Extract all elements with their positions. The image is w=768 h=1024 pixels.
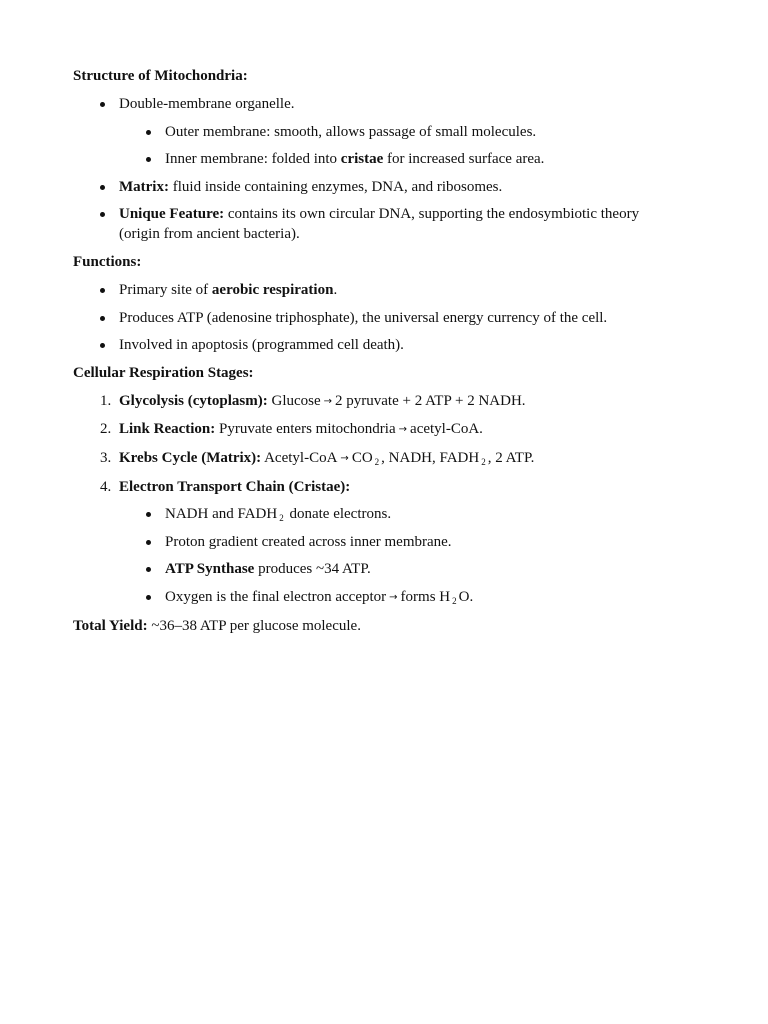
bold-label-electron-transport-chain: Electron Transport Chain (Cristae):	[119, 478, 351, 495]
functions-list	[73, 280, 673, 355]
bold-label-glycolysis: Glycolysis (cytoplasm):	[119, 392, 268, 409]
list-item-text: , 2 ATP.	[487, 449, 535, 466]
list-item-proton-gradient	[73, 532, 673, 552]
list-item-text: Double-membrane organelle.	[119, 96, 295, 112]
list-item-nadh-fadh2	[73, 504, 673, 524]
list-item-text: Pyruvate enters mitochondria	[215, 421, 396, 438]
list-item-oxygen-acceptor	[73, 587, 673, 608]
right-arrow-icon: →	[323, 395, 333, 407]
list-item-unique-feature	[73, 204, 673, 244]
list-item-text: for increased surface area.	[383, 151, 545, 168]
list-item-produces-atp	[73, 308, 673, 328]
list-item-text: , NADH, FADH	[381, 449, 480, 466]
bold-label-link-reaction: Link Reaction:	[119, 421, 216, 438]
list-item-text: forms H	[400, 588, 451, 605]
list-item-primary-site	[73, 280, 673, 300]
list-item-text: Proton gradient created across inner membrane.	[165, 533, 452, 550]
stage-item-electron-transport-chain	[73, 477, 673, 497]
bold-label-total-yield: Total Yield:	[73, 617, 148, 634]
list-item-inner-membrane	[73, 149, 673, 169]
list-item-text: acetyl-CoA.	[410, 421, 483, 438]
list-item-text: Primary site of	[119, 281, 212, 298]
list-item-text: Acetyl-CoA	[261, 449, 338, 466]
list-item-text: donate electrons.	[285, 506, 392, 523]
document-page	[73, 66, 673, 636]
list-item-atp-synthase	[73, 559, 673, 579]
stage-item-glycolysis	[73, 391, 673, 412]
list-item-text: contains its own circular DNA, supporting the endosymbiotic theory (origin from ancient bacteria).	[119, 206, 640, 243]
stage-number: 1.	[100, 392, 112, 409]
bold-label-matrix: Matrix:	[119, 178, 169, 195]
list-item-apoptosis	[73, 335, 673, 355]
total-yield-text: ~36–38 ATP per glucose molecule.	[147, 617, 361, 634]
subscript: 2	[481, 456, 486, 467]
subscript: 2	[452, 595, 457, 606]
subscript: 2	[279, 513, 284, 524]
list-item-outer-membrane	[73, 122, 673, 142]
structure-list	[73, 94, 673, 244]
list-item-double-membrane	[73, 94, 673, 114]
stage-number: 3.	[100, 449, 112, 466]
bold-label-unique-feature: Unique Feature:	[119, 206, 225, 223]
list-item-text: Glucose	[267, 392, 321, 409]
stages-list	[73, 391, 673, 608]
list-item-text: Produces ATP (adenosine triphosphate), the universal energy currency of the cell.	[119, 309, 608, 326]
bold-term-cristae: cristae	[340, 151, 384, 168]
list-item-text: Involved in apoptosis (programmed cell death).	[119, 337, 404, 354]
total-yield-line	[73, 616, 673, 636]
list-item-text: NADH and FADH	[165, 506, 278, 523]
bold-label-krebs-cycle: Krebs Cycle (Matrix):	[119, 449, 262, 466]
list-item-text: O.	[458, 588, 474, 605]
list-item-text: Outer membrane: smooth, allows passage of small molecules.	[165, 123, 537, 140]
functions-heading: Functions:	[73, 253, 142, 270]
list-item-text: 2 pyruvate + 2 ATP + 2 NADH.	[335, 392, 526, 409]
bold-term-atp-synthase: ATP Synthase	[165, 561, 255, 578]
list-item-text: .	[333, 281, 338, 298]
stage-item-link-reaction	[73, 419, 673, 440]
stage-number: 2.	[100, 421, 112, 438]
list-item-matrix	[73, 177, 673, 197]
stage-item-krebs-cycle	[73, 448, 673, 469]
list-item-text: fluid inside containing enzymes, DNA, and ribosomes.	[168, 178, 503, 195]
structure-heading: Structure of Mitochondria:	[73, 68, 248, 84]
list-item-text: Oxygen is the final electron acceptor	[165, 588, 387, 605]
bold-term-aerobic-respiration: aerobic respiration	[211, 281, 334, 298]
subscript: 2	[374, 456, 380, 467]
right-arrow-icon: →	[389, 591, 398, 603]
right-arrow-icon: →	[398, 424, 408, 436]
stage-number: 4.	[100, 478, 112, 495]
right-arrow-icon: →	[340, 452, 349, 464]
stages-heading: Cellular Respiration Stages:	[73, 364, 254, 381]
list-item-text: Inner membrane: folded into	[165, 151, 341, 168]
list-item-text: CO	[351, 449, 373, 466]
list-item-text: produces ~34 ATP.	[254, 561, 371, 578]
